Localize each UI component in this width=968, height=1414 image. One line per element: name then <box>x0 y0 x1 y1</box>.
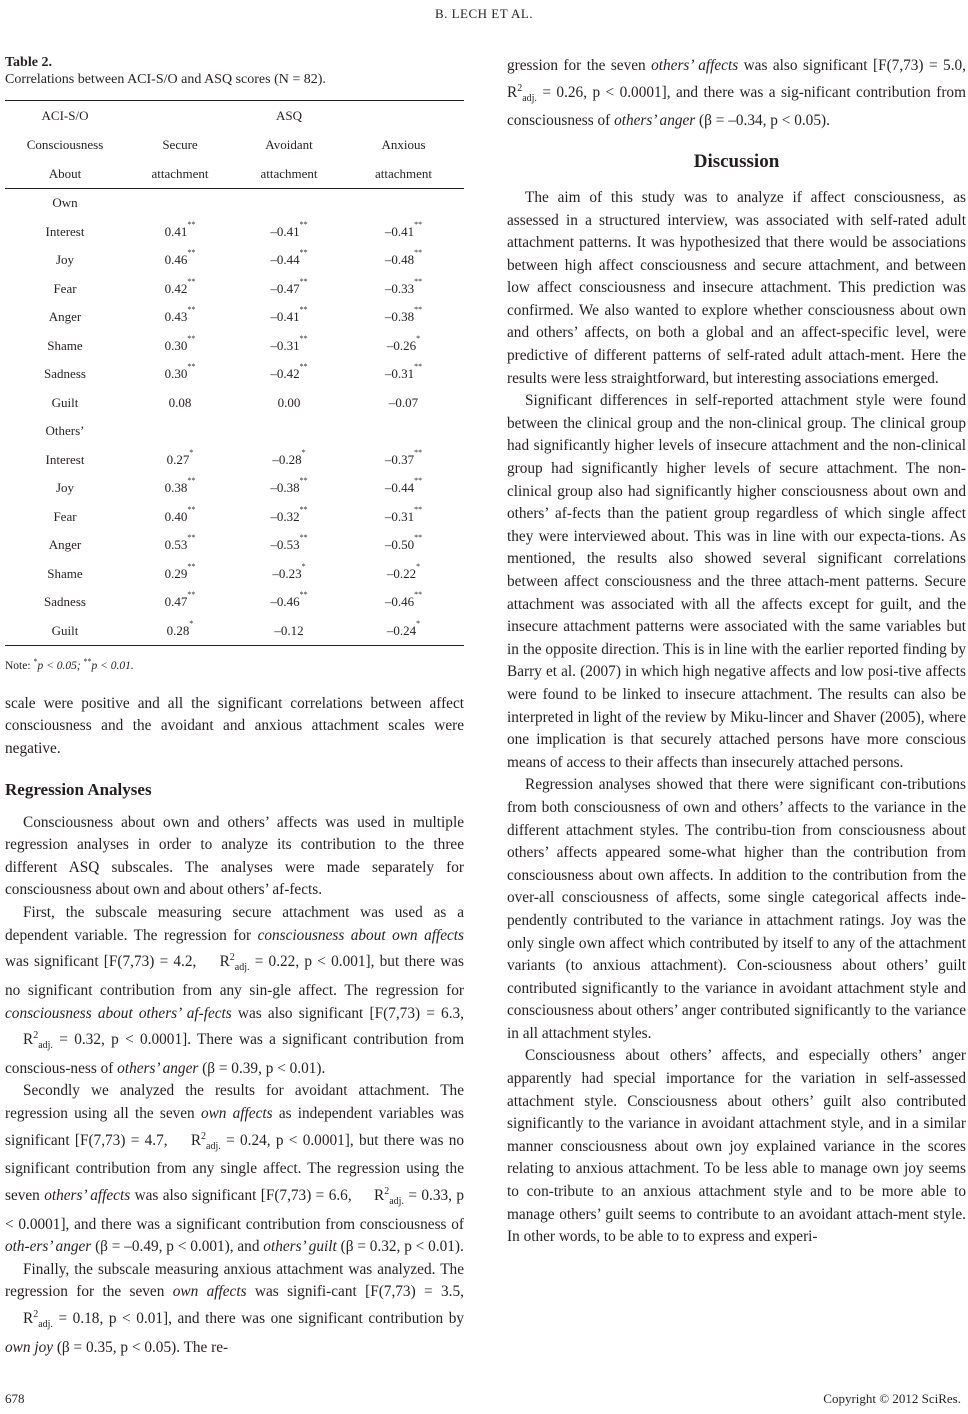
significance-marker: * <box>301 561 306 571</box>
table-note <box>5 657 464 672</box>
paragraph-reg2: First, the subscale measuring secure attachment was used as a dependent variable. The regression for consciousness about own affects was significant [F(7,73) = 4.2, $R^2_{adj.} = 0.22$, p < 0.001], but there was no significant contribution from any sin-gle affect. The regression for consciousness about others’ af-fects was also significant [F(7,73) = 6.3, $R^2_{adj.} = 0.32$, p < 0.0001]. There was a significant contribution from conscious-ness of others’ anger (β = 0.39, p < 0.01). <box>5 903 465 1077</box>
table-header-row2 <box>5 159 464 189</box>
cell-value: 0.00 <box>277 394 301 410</box>
significance-marker: * <box>189 618 194 628</box>
r-adj-symbol: $R^2_{adj.}$ <box>374 1185 404 1208</box>
note-p2: p < 0.01. <box>91 659 134 672</box>
note-prefix: Note: <box>5 659 34 672</box>
table-cell-anxious <box>343 275 464 304</box>
table-row <box>5 360 464 389</box>
table-cell-avoidant <box>235 218 343 247</box>
cell-value: 0.40 <box>164 508 188 524</box>
significance-marker: * <box>416 618 421 628</box>
page-number: 678 <box>5 1391 25 1406</box>
significance-marker: ** <box>414 476 423 486</box>
significance-marker: ** <box>187 476 196 486</box>
group-left-label: ACI-S/O <box>5 101 125 131</box>
table-cell-secure <box>125 218 235 247</box>
significance-marker: ** <box>299 504 308 514</box>
table-cell-avoidant <box>235 389 343 418</box>
cell-value: –0.07 <box>388 394 419 410</box>
row-label: Anger <box>48 309 82 325</box>
table-cell-anxious <box>343 474 464 503</box>
table-cell-anxious <box>343 560 464 589</box>
paragraph-reg3: Secondly we analyzed the results for avoidant attachment. The regression using all the seven own affects as independent variables was significant [F(7,73) = 4.7, $R^2_{adj.} = 0.24$, p < 0.0001], but there was no significant contribution from any single affect. The regression using the seven others’ affects was also significant [F(7,73) = 6.6, $R^2_{adj.} = 0.33$, p < 0.0001], and there was a significant contribution from consciousness of oth-ers’ anger (β = –0.49, p < 0.001), and others’ guilt (β = 0.32, p < 0.01). <box>5 1082 465 1256</box>
r-adj-symbol: $R^2_{adj.}$ <box>23 1030 53 1052</box>
table-cell-avoidant <box>235 446 343 475</box>
table-cell-avoidant <box>235 246 343 275</box>
significance-marker: ** <box>187 276 196 286</box>
table-row <box>5 503 464 532</box>
row-label: Joy <box>55 480 75 496</box>
cell-value: –0.31 <box>384 508 415 524</box>
cell-value: –0.24 <box>386 622 417 638</box>
header-cell: Avoidant <box>265 136 313 152</box>
paragraph-continued: gression for the seven others’ affects was also significant [F(7,73) = 5.0, $R^2_{adj.} = 0.26$, p < 0.0001], and there was a sig-nificant contribution from consciousness of others’ anger (β = –0.34, p < 0.05). <box>507 57 966 130</box>
group-right-label: ASQ <box>235 101 343 131</box>
significance-marker: ** <box>414 305 423 315</box>
cell-value: –0.44 <box>384 480 415 496</box>
significance-marker: * <box>416 333 421 343</box>
note-star: * <box>33 657 38 666</box>
significance-marker: ** <box>299 248 308 258</box>
significance-marker: ** <box>414 533 423 543</box>
cell-value: –0.38 <box>270 480 300 496</box>
table-cell-avoidant <box>235 560 343 589</box>
table-cell-anxious <box>343 503 464 532</box>
significance-marker: ** <box>187 305 196 315</box>
significance-marker: ** <box>414 590 423 600</box>
header-cell: Anxious <box>381 136 426 152</box>
cell-value: 0.30 <box>164 337 188 353</box>
significance-marker: ** <box>187 504 196 514</box>
row-label: Interest <box>45 451 85 467</box>
significance-marker: * <box>416 561 421 571</box>
table-cell-secure <box>125 588 235 617</box>
paragraph-disc1: The aim of this study was to analyze if affect consciousness, as assessed in a structured interview, was associated with self-rated adult attachment patterns. It was hypothesized that there would be associations between high affect consciousness and secure attachment, and between low affect consciousness and insecure attachment. This prediction was confirmed. We also wanted to explore whether consciousness about own and others’ affects, on both a global and an affect-specific level, were predictive of different patterns of self-rated adult attach-ment. Here the results were less straightforward, but interesting associations emerged. <box>507 188 966 387</box>
cell-value: –0.23 <box>272 565 302 581</box>
significance-marker: ** <box>414 362 423 372</box>
paragraph-disc2: Significant differences in self-reported attachment style were found between the clinical group and the non-clinical group. The clinical group had significantly higher levels of insecure attachment and the non-clinical group had significantly higher levels of secure attachment. The non-clinical group also had significantly higher consciousness about own and others’ af-fects than the patient group regardless of which single affect they were interviewed about. This was in line with our expecta-tions. As mentioned, the results also showed several significant correlations between affect consciousness and the three attach-ment patterns. Secure attachment was associated with all the affects except for guilt, and the insecure attachment patterns were associated with the same variables but in the opposite direction. This is in line with the earlier reported finding by Barry et al. (2007) in which high negative affects and low posi-tive affects were found to be linked to insecure attachment. The results can also be interpreted in light of the review by Miku-lincer and Shaver (2005), where one implication is that securely attached persons have more conscious means of access to their affects than insecurely attached persons. <box>507 392 966 771</box>
table-cell-avoidant <box>235 503 343 532</box>
table-cell-avoidant <box>235 531 343 560</box>
table-row <box>5 474 464 503</box>
table-title: Table 2. <box>5 55 52 70</box>
cell-value: –0.46 <box>384 594 415 610</box>
table-cell-secure <box>125 446 235 475</box>
header-cell: About <box>5 159 125 189</box>
table-cell-anxious <box>343 588 464 617</box>
table-cell-secure <box>125 560 235 589</box>
note-p1: p < 0.05; <box>37 659 84 672</box>
significance-marker: ** <box>187 561 196 571</box>
significance-marker: ** <box>187 219 196 229</box>
significance-marker: * <box>189 447 194 457</box>
cell-value: 0.29 <box>164 565 188 581</box>
table-cell-avoidant <box>235 275 343 304</box>
table-group-header <box>5 101 464 131</box>
table-cell-avoidant <box>235 360 343 389</box>
heading-regression: Regression Analyses <box>5 779 152 799</box>
table-cell-anxious <box>343 332 464 361</box>
significance-marker: ** <box>299 276 308 286</box>
significance-marker: ** <box>299 590 308 600</box>
cell-value: –0.22 <box>386 565 417 581</box>
row-label: Shame <box>47 337 83 353</box>
table-cell-anxious <box>343 389 464 418</box>
header-cell: Consciousness <box>26 136 104 152</box>
significance-marker: ** <box>299 305 308 315</box>
table-row <box>5 531 464 560</box>
header-cell: attachment <box>343 159 464 189</box>
cell-value: –0.38 <box>384 309 415 325</box>
r-adj-symbol: $R^2_{adj.}$ <box>219 952 250 974</box>
table-section-row <box>5 189 464 218</box>
table-cell-secure <box>125 275 235 304</box>
cell-value: 0.46 <box>164 252 188 268</box>
cell-value: –0.46 <box>270 594 300 610</box>
paragraph-reg1: Consciousness about own and others’ affects was used in multiple regression analyses in order to analyze its contribution to the three different ASQ subscales. The analyses were made separately for consciousness about own and about others’ af-fects. <box>5 813 464 899</box>
table-cell-anxious <box>343 617 464 646</box>
significance-marker: ** <box>299 362 308 372</box>
note-star: ** <box>83 657 92 666</box>
cell-value: 0.28 <box>166 622 190 638</box>
cell-value: –0.48 <box>384 252 415 268</box>
paragraph-intro: scale were positive and all the significant correlations between affect consciousness and the avoidant and anxious attachment scales were negative. <box>5 694 464 758</box>
cell-value: –0.44 <box>270 252 300 268</box>
cell-value: –0.41 <box>384 223 415 239</box>
r-adj-symbol: $R^2_{adj.}$ <box>507 82 537 104</box>
row-label: Sadness <box>44 366 86 382</box>
table-cell-secure <box>125 474 235 503</box>
row-label: Sadness <box>44 594 86 610</box>
cell-value: –0.31 <box>270 337 300 353</box>
cell-value: 0.53 <box>164 537 188 553</box>
table-cell-secure <box>125 303 235 332</box>
running-head: B. LECH ET AL. <box>434 6 534 21</box>
table-cell-avoidant <box>235 332 343 361</box>
significance-marker: ** <box>414 447 423 457</box>
table-cell-secure <box>125 332 235 361</box>
cell-value: –0.50 <box>384 537 415 553</box>
cell-value: 0.43 <box>164 309 188 325</box>
significance-marker: ** <box>414 219 423 229</box>
table-cell-avoidant <box>235 303 343 332</box>
table-cell-anxious <box>343 531 464 560</box>
significance-marker: ** <box>299 333 308 343</box>
table-row <box>5 218 464 247</box>
table-cell-secure <box>125 246 235 275</box>
table-caption: Correlations between ACI-S/O and ASQ scores (N = 82). <box>5 72 326 87</box>
table-cell-secure <box>125 531 235 560</box>
significance-marker: ** <box>187 590 196 600</box>
cell-value: –0.41 <box>270 309 300 325</box>
paragraph-disc3: Regression analyses showed that there were significant con-tributions from both consciousness of own and others’ affects to the variance in the different attachment styles. The contribu-tion from consciousness about others’ affects appeared some-what higher than the contribution from consciousness about own affects. In addition to the contribution from the over-all consciousness of affects, some single categorical affects inde-pendently contributed to the variance in attachment ratings. Joy was the only single own affect which contributed by itself to any of the attachment variants (to anxious attachment). Con-sciousness about others’ guilt contributed significantly to the variance in avoidant attachment style and consciousness about others’ anger contributed significantly to the variance in all attachment styles. <box>507 776 966 1042</box>
cell-value: –0.33 <box>384 280 415 296</box>
table-cell-avoidant <box>235 588 343 617</box>
header-cell: attachment <box>125 159 235 189</box>
right-column <box>507 55 966 1249</box>
cell-value: –0.12 <box>274 622 304 638</box>
table-cell-secure <box>125 617 235 646</box>
cell-value: –0.32 <box>270 508 300 524</box>
significance-marker: ** <box>187 333 196 343</box>
table-row <box>5 389 464 418</box>
significance-marker: * <box>301 447 306 457</box>
significance-marker: ** <box>414 276 423 286</box>
cell-value: 0.41 <box>164 223 188 239</box>
table-header-row1 <box>5 130 464 159</box>
table-cell-secure <box>125 360 235 389</box>
significance-marker: ** <box>414 248 423 258</box>
section-label: Own <box>52 195 78 211</box>
copyright: Copyright © 2012 SciRes. <box>823 1391 961 1406</box>
cell-value: –0.37 <box>384 451 415 467</box>
table-row <box>5 246 464 275</box>
table-row <box>5 332 464 361</box>
table-cell-avoidant <box>235 617 343 646</box>
significance-marker: ** <box>414 504 423 514</box>
cell-value: –0.26 <box>386 337 417 353</box>
table-row <box>5 446 464 475</box>
row-label: Interest <box>45 223 85 239</box>
table-cell-avoidant <box>235 474 343 503</box>
table-row <box>5 617 464 646</box>
cell-value: 0.42 <box>164 280 188 296</box>
cell-value: –0.47 <box>270 280 300 296</box>
cell-value: –0.41 <box>270 223 300 239</box>
cell-value: 0.27 <box>166 451 190 467</box>
significance-marker: ** <box>187 533 196 543</box>
table-row <box>5 560 464 589</box>
row-label: Shame <box>47 565 83 581</box>
row-label: Guilt <box>51 394 79 410</box>
row-label: Anger <box>48 537 82 553</box>
significance-marker: ** <box>187 362 196 372</box>
row-label: Fear <box>53 508 77 524</box>
row-label: Guilt <box>5 617 125 646</box>
table-row <box>5 275 464 304</box>
significance-marker: ** <box>299 476 308 486</box>
table-section-row <box>5 417 464 446</box>
left-column <box>5 55 464 1359</box>
r-adj-symbol: $R^2_{adj.}$ <box>190 1130 221 1152</box>
table-row <box>5 588 464 617</box>
cell-value: 0.38 <box>164 480 188 496</box>
cell-value: 0.08 <box>168 394 192 410</box>
table-cell-anxious <box>343 218 464 247</box>
section-label: Others’ <box>45 423 85 439</box>
cell-value: 0.30 <box>164 366 188 382</box>
heading-discussion: Discussion <box>693 150 780 172</box>
cell-value: –0.31 <box>384 366 415 382</box>
table-cell-anxious <box>343 246 464 275</box>
table-row <box>5 303 464 332</box>
paragraph-disc4: Consciousness about others’ affects, and especially others’ anger apparently had special importance for the variation in self-assessed attachment style. Consciousness about others’ guilt also contributed significantly to the variance in avoidant attachment style, and in a similar manner consciousness about own joy explained variance in the scores relating to anxious attachment. To be less able to manage own joy seems to con-tribute to an anxious attachment style and to be more able to manage others’ guilt seems to contribute to an avoidant attach-ment style. In other words, to be able to to express and experi- <box>507 1047 966 1246</box>
significance-marker: ** <box>299 533 308 543</box>
table-cell-secure <box>125 389 235 418</box>
table-cell-anxious <box>343 303 464 332</box>
cell-value: –0.53 <box>270 537 300 553</box>
table-cell-anxious <box>343 446 464 475</box>
header-cell: attachment <box>235 159 343 189</box>
cell-value: –0.28 <box>272 451 302 467</box>
correlation-table <box>5 100 464 646</box>
table-cell-anxious <box>343 360 464 389</box>
table-cell-secure <box>125 503 235 532</box>
r-adj-symbol: $R^2_{adj.}$ <box>23 1309 53 1331</box>
cell-value: –0.42 <box>270 366 300 382</box>
paragraph-reg4: Finally, the subscale measuring anxious attachment was analyzed. The regression for the seven own affects was signifi-cant [F(7,73) = 3.5, $R^2_{adj.} = 0.18$, p < 0.01], and there was one significant contribution by own joy (β = 0.35, p < 0.05). The re- <box>5 1260 464 1356</box>
cell-value: 0.47 <box>164 594 188 610</box>
header-cell: Secure <box>162 136 198 152</box>
significance-marker: ** <box>299 219 308 229</box>
significance-marker: ** <box>187 248 196 258</box>
row-label: Fear <box>53 280 77 296</box>
row-label: Joy <box>55 252 75 268</box>
